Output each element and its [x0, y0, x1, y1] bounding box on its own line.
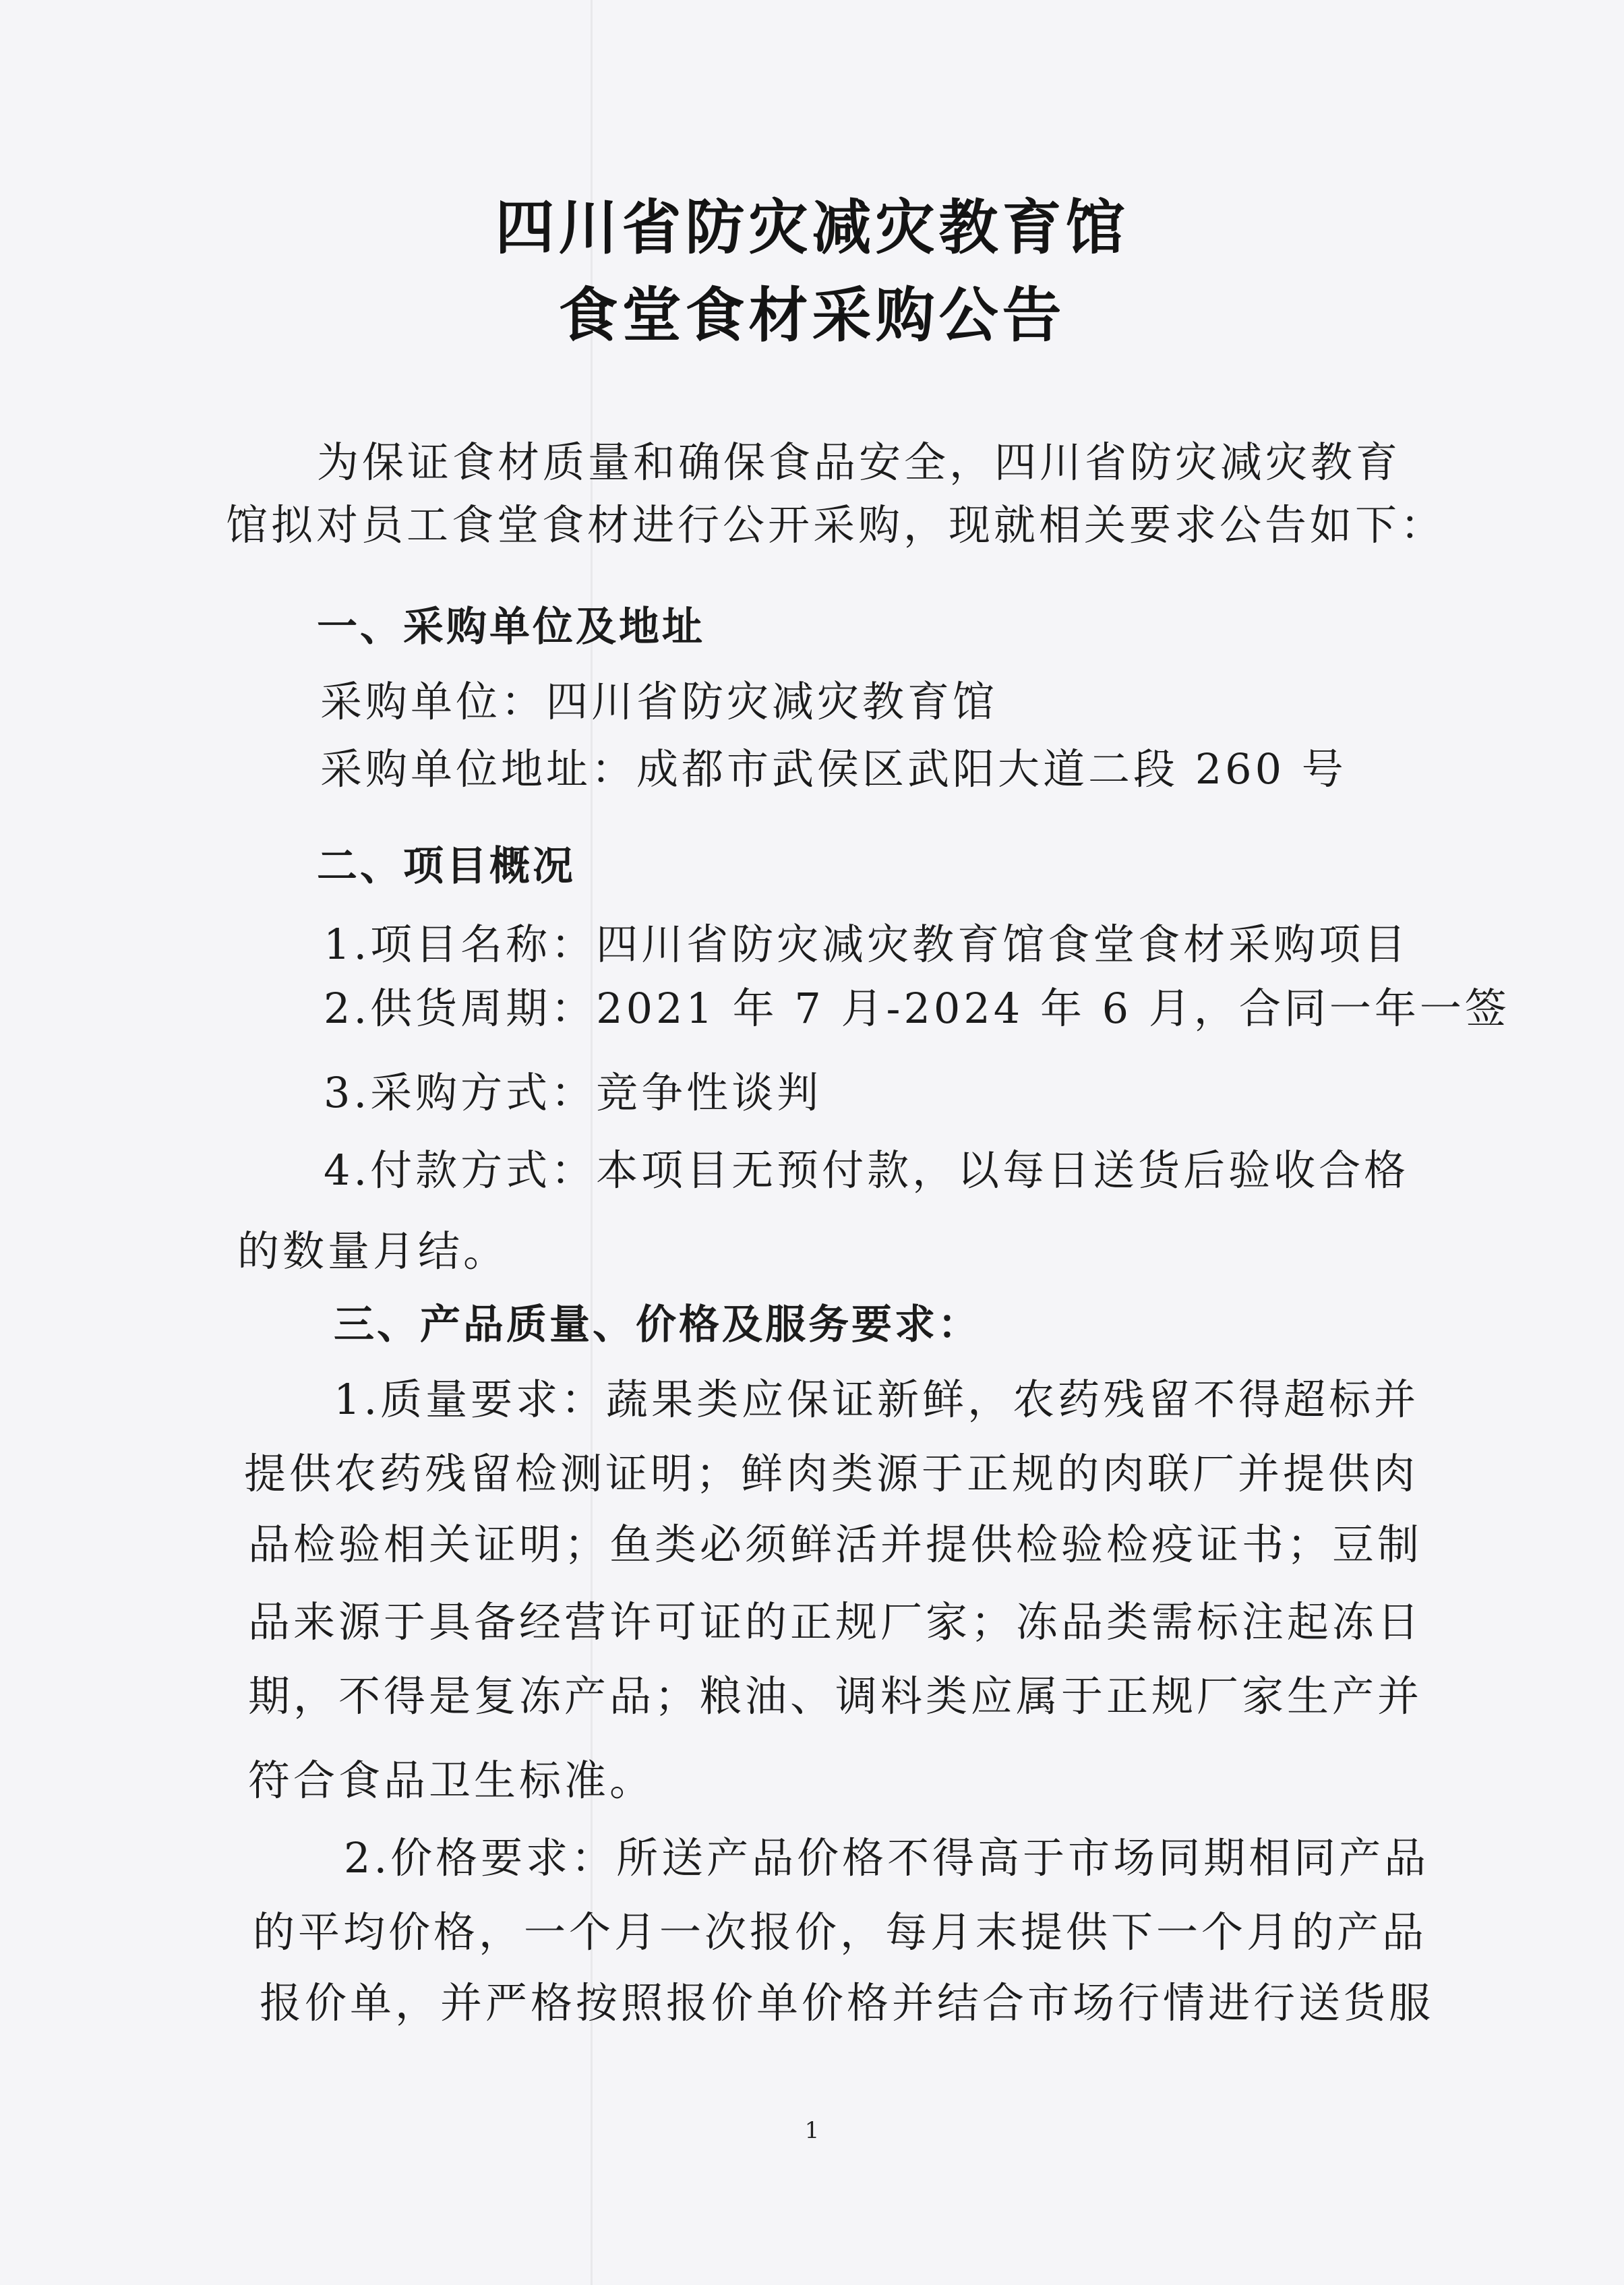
project-name: 1.项目名称：四川省防灾减灾教育馆食堂食材采购项目 [324, 920, 1410, 969]
quality-line-6: 符合食品卫生标准。 [248, 1756, 655, 1805]
price-line-3: 报价单，并严格按照报价单价格并结合市场行情进行送货服 [260, 1978, 1435, 2027]
quality-line-3: 品检验相关证明；鱼类必须鲜活并提供检验检疫证书；豆制 [248, 1520, 1423, 1569]
procurement-method: 3.采购方式：竞争性谈判 [324, 1068, 822, 1117]
quality-line-4: 品来源于具备经营许可证的正规厂家；冻品类需标注起冻日 [248, 1597, 1423, 1646]
purchasing-unit-address: 采购单位地址：成都市武侯区武阳大道二段 260 号 [320, 744, 1347, 794]
section-3-heading: 三、产品质量、价格及服务要求： [334, 1301, 981, 1348]
price-line-2: 的平均价格，一个月一次报价，每月末提供下一个月的产品 [253, 1907, 1428, 1957]
quality-line-5: 期，不得是复冻产品；粮油、调料类应属于正规厂家生产并 [248, 1671, 1423, 1721]
quality-line-2: 提供农药残留检测证明；鲜肉类源于正规的肉联厂并提供肉 [244, 1449, 1419, 1498]
quality-line-1: 1.质量要求：蔬果类应保证新鲜，农药残留不得超标并 [334, 1375, 1420, 1424]
purchasing-unit: 采购单位：四川省防灾减灾教育馆 [320, 677, 998, 726]
title-line-2: 食堂食材采购公告 [558, 280, 1066, 350]
page-number: 1 [804, 2117, 820, 2144]
price-line-1: 2.价格要求：所送产品价格不得高于市场同期相同产品 [344, 1833, 1430, 1882]
supply-period: 2.供货周期：2021 年 7 月-2024 年 6 月，合同一年一签 [324, 984, 1510, 1033]
payment-method-line-1: 4.付款方式：本项目无预付款，以每日送货后验收合格 [324, 1146, 1410, 1195]
intro-line-1: 为保证食材质量和确保食品安全，四川省防灾减灾教育 [317, 438, 1402, 487]
section-2-heading: 二、项目概况 [317, 843, 576, 890]
section-1-heading: 一、采购单位及地址 [317, 603, 705, 651]
intro-line-2: 馆拟对员工食堂食材进行公开采购，现就相关要求公告如下： [226, 500, 1446, 550]
title-line-1: 四川省防灾减灾教育馆 [495, 192, 1129, 262]
payment-method-line-2: 的数量月结。 [237, 1226, 509, 1276]
